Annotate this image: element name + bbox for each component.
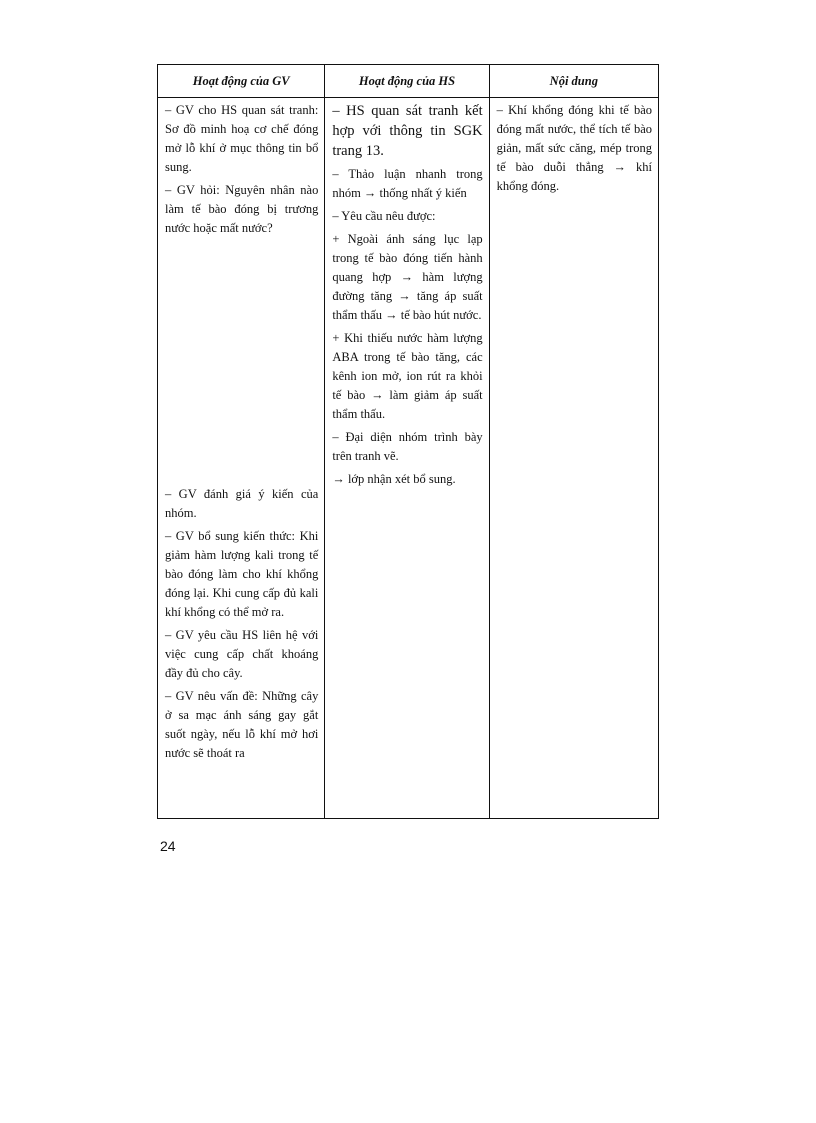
student-step-comment: → lớp nhận xét bổ sung. xyxy=(332,472,456,486)
teacher-step-evaluate: – GV đánh giá ý kiến của nhóm. xyxy=(165,487,319,520)
student-activity-cell xyxy=(325,98,489,819)
content-stomata-closing: – Khí khổng đóng khi tế bào đóng mất nước, thể tích tế bào giản, mất sức căng, mép trong tế bào duỗi thẳng → khí khổng đóng. xyxy=(496,103,652,193)
student-step-discuss: – Thảo luận nhanh trong nhóm → thống nhất ý kiến xyxy=(332,167,483,200)
teacher-step-relate: – GV yêu cầu HS liên hệ với việc cung cấp chất khoáng đầy đủ cho cây. xyxy=(165,628,319,680)
student-step-observe: – HS quan sát tranh kết hợp với thông tin SGK trang 13. xyxy=(332,103,483,159)
header-teacher-activity: Hoạt động của GV xyxy=(158,65,325,98)
student-answer-aba: + Khi thiếu nước hàm lượng ABA trong tế bào tăng, các kênh ion mở, ion rút ra khỏi tế bào → làm giảm áp suất thẩm thấu. xyxy=(332,331,483,421)
header-content: Nội dung xyxy=(489,65,658,98)
content-cell xyxy=(489,98,658,819)
teacher-step-supplement: – GV bổ sung kiến thức: Khi giảm hàm lượng kali trong tế bào đóng làm cho khí khổng đóng lại. Khi cung cấp đủ kali khí khổng có thể mở ra. xyxy=(165,529,319,619)
teacher-step-problem: – GV nêu vấn đề: Những cây ở sa mạc ánh sáng gay gắt suốt ngày, nếu lỗ khí mở hơi nước sẽ thoát ra xyxy=(165,689,319,760)
teacher-step-observe: – GV cho HS quan sát tranh: Sơ đồ minh hoạ cơ chế đóng mở lỗ khí ở mục thông tin bổ sung. xyxy=(165,103,319,174)
page-number: 24 xyxy=(160,838,176,854)
teacher-activity-cell xyxy=(158,98,325,819)
table-header-row xyxy=(158,65,659,98)
teacher-activity-bottom xyxy=(165,485,318,767)
header-student-activity: Hoạt động của HS xyxy=(325,65,489,98)
table-row xyxy=(158,98,659,819)
student-answer-light: + Ngoài ánh sáng lục lạp trong tế bào đóng tiến hành quang hợp → hàm lượng đường tăng → tăng áp suất thẩm thấu → tế bào hút nước. xyxy=(332,232,483,322)
student-step-requirement: – Yêu cầu nêu được: xyxy=(332,209,436,223)
student-step-present: – Đại diện nhóm trình bày trên tranh vẽ. xyxy=(332,430,483,463)
teacher-activity-top xyxy=(165,101,318,242)
lesson-table xyxy=(157,64,659,819)
teacher-step-question: – GV hỏi: Nguyên nhân nào làm tế bào đóng bị trương nước hoặc mất nước? xyxy=(165,183,319,235)
